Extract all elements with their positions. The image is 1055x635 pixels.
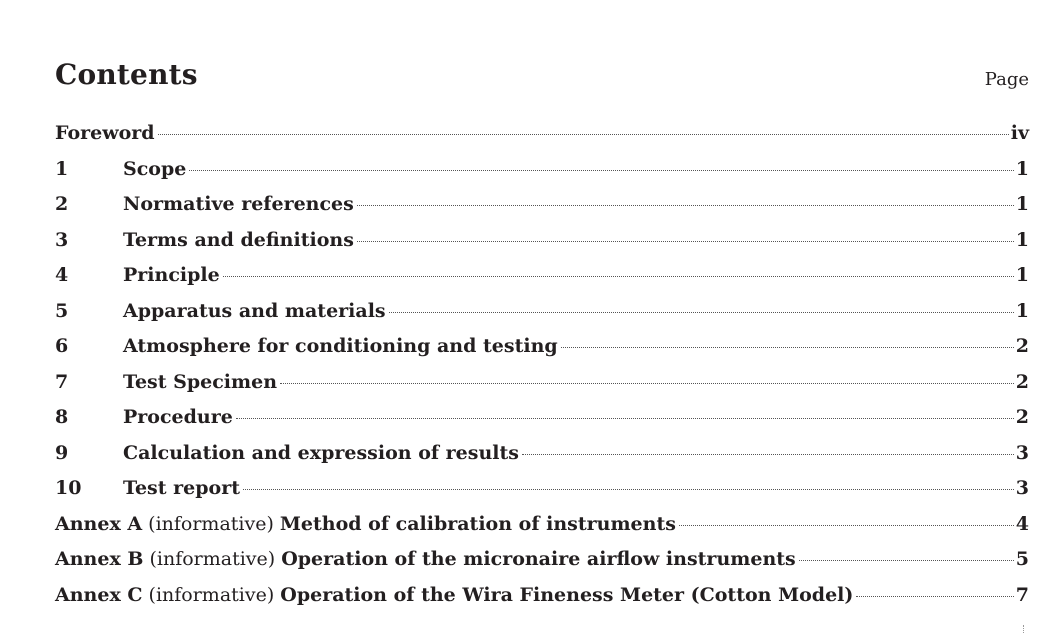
annex-type: (informative)	[149, 548, 276, 570]
toc-entry-clause[interactable]	[55, 406, 1029, 442]
dot-leader	[223, 276, 1014, 277]
clause-number: 1	[55, 157, 69, 180]
toc-entry-clause[interactable]	[55, 335, 1029, 371]
toc-entry-clause[interactable]	[55, 264, 1029, 300]
toc-page-number: 5	[1015, 548, 1029, 570]
toc-entry-annex[interactable]	[55, 548, 1029, 584]
toc-entry-label: Scope	[123, 157, 187, 180]
dot-leader	[561, 347, 1014, 348]
toc-entry-label: Procedure	[123, 406, 233, 428]
page-column-label: Page	[984, 69, 1029, 90]
toc-entry-label: Operation of the micronaire airflow instruments	[281, 548, 796, 570]
clause-number: 9	[55, 441, 69, 464]
toc-entry-clause[interactable]	[55, 158, 1029, 194]
dot-leader	[357, 241, 1014, 242]
toc-page-number: 2	[1015, 406, 1029, 428]
toc-page-number: iv	[1010, 122, 1029, 144]
toc-entry-label: Calculation and expression of results	[123, 441, 519, 464]
dot-leader	[280, 383, 1014, 384]
toc-entry-label: Atmosphere for conditioning and testing	[123, 335, 558, 357]
toc-page-number: 1	[1015, 264, 1029, 286]
clause-number: 5	[55, 299, 69, 322]
dot-leader	[522, 454, 1014, 455]
clause-number: 2	[55, 193, 69, 215]
toc-page-number: 7	[1015, 583, 1029, 606]
toc-entry-clause[interactable]	[55, 371, 1029, 407]
toc-entry-label: Operation of the Wira Fineness Meter (Cotton Model)	[280, 583, 854, 606]
toc-page-number: 1	[1015, 299, 1029, 322]
dot-leader	[856, 596, 1013, 597]
dot-leader	[236, 418, 1014, 419]
toc-entry-label: Test report	[123, 477, 240, 499]
table-of-contents	[55, 122, 1029, 619]
dot-leader	[389, 312, 1014, 313]
toc-page-number: 4	[1015, 512, 1029, 535]
annex-prefix: Annex C	[55, 583, 143, 606]
clause-number: 10	[55, 477, 82, 499]
clause-number: 8	[55, 406, 69, 428]
toc-page-number: 1	[1015, 193, 1029, 215]
annex-prefix: Annex B	[55, 548, 144, 570]
annex-prefix: Annex A	[55, 512, 143, 535]
dot-leader	[357, 205, 1014, 206]
toc-entry-clause[interactable]	[55, 300, 1029, 336]
toc-entry-foreword[interactable]	[55, 122, 1029, 158]
toc-entry-label: Test Specimen	[123, 370, 278, 393]
toc-page-number: 1	[1015, 157, 1029, 180]
dot-leader	[799, 560, 1014, 561]
toc-entry-label: Method of calibration of instruments	[279, 512, 676, 535]
toc-entry-annex[interactable]	[55, 513, 1029, 549]
toc-entry-clause[interactable]	[55, 229, 1029, 265]
clause-number: 7	[55, 370, 69, 393]
toc-page-number: 1	[1015, 228, 1029, 251]
toc-page-number: 2	[1015, 335, 1029, 357]
page-title: Contents	[55, 58, 198, 91]
dot-leader	[243, 489, 1014, 490]
dot-leader	[158, 134, 1009, 135]
annex-type: (informative)	[148, 512, 274, 535]
toc-page-number: 3	[1015, 441, 1029, 464]
toc-entry-label: Foreword	[55, 122, 155, 144]
toc-entry-clause[interactable]	[55, 442, 1029, 478]
toc-page-number: 2	[1015, 370, 1029, 393]
clause-number: 6	[55, 335, 69, 357]
page-corner-mark	[1023, 625, 1025, 633]
toc-entry-clause[interactable]	[55, 477, 1029, 513]
toc-entry-annex[interactable]	[55, 584, 1029, 620]
toc-entry-label: Apparatus and materials	[123, 299, 386, 322]
toc-entry-label: Normative references	[123, 193, 354, 215]
dot-leader	[679, 525, 1014, 526]
dot-leader	[189, 170, 1013, 171]
toc-entry-label: Principle	[123, 264, 220, 286]
toc-entry-label: Terms and definitions	[123, 228, 354, 251]
clause-number: 3	[55, 228, 69, 251]
toc-entry-clause[interactable]	[55, 193, 1029, 229]
clause-number: 4	[55, 264, 69, 286]
annex-type: (informative)	[148, 583, 275, 606]
toc-page-number: 3	[1015, 477, 1029, 499]
